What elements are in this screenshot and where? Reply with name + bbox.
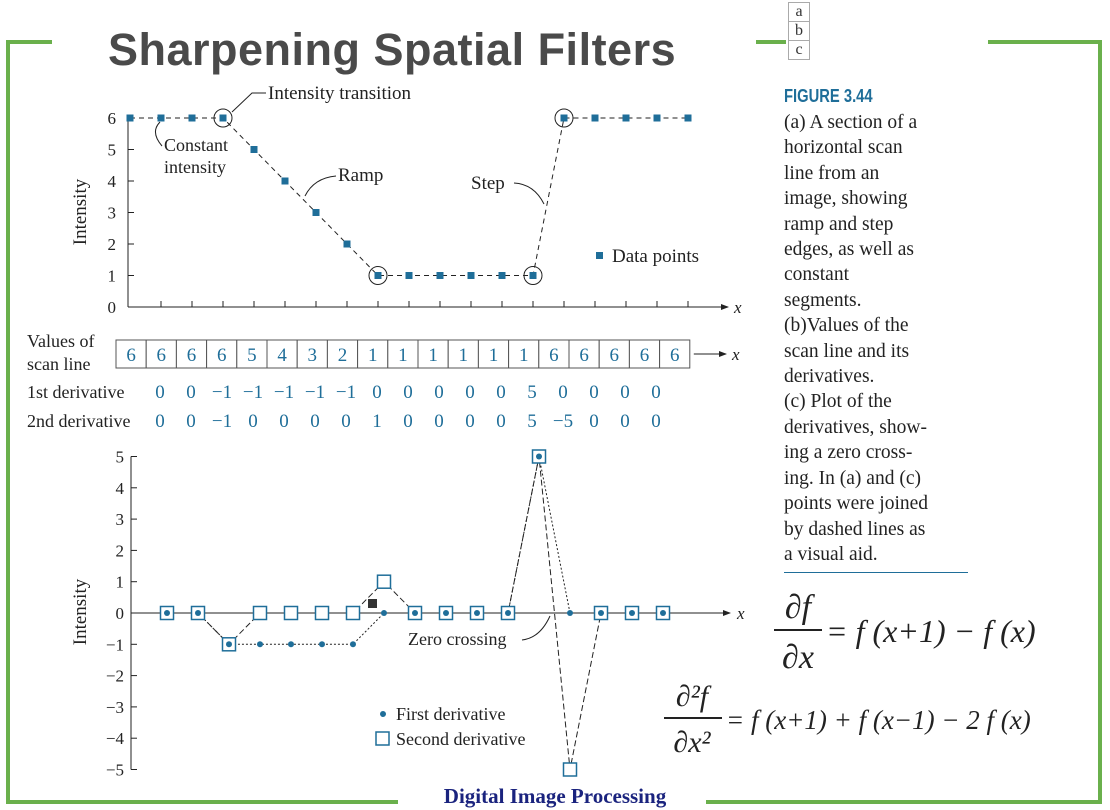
- scan-value: 6: [639, 345, 650, 366]
- first-derivative-value: 0: [651, 382, 661, 403]
- caption-line: by dashed lines as: [784, 518, 926, 540]
- second-derivative-value: 5: [527, 411, 537, 432]
- table-axis-label: x: [732, 345, 740, 364]
- scan-value: 2: [337, 345, 348, 366]
- y-tick-label: −2: [105, 666, 124, 686]
- caption-line: (c) Plot of the: [784, 391, 892, 413]
- y-tick-label: −1: [105, 635, 124, 655]
- first-derivative-point: [195, 610, 201, 616]
- scan-value: 5: [247, 345, 257, 366]
- scan-value: 4: [277, 345, 287, 366]
- first-derivative-point: [164, 610, 170, 616]
- scan-value: 3: [307, 345, 318, 366]
- caption-line: points were joined: [784, 493, 929, 515]
- scan-value: 6: [126, 345, 136, 366]
- panel-label-b: b: [788, 21, 810, 41]
- second-derivative-value: −5: [552, 411, 574, 432]
- second-derivative-point: [316, 607, 329, 620]
- first-derivative-point: [536, 454, 542, 460]
- row-label-scan-line: scan line: [27, 354, 91, 374]
- x-axis-label: x: [734, 298, 742, 317]
- second-derivative-value: 1: [372, 411, 382, 432]
- caption-line: derivatives.: [784, 366, 875, 388]
- caption-line: line from an: [784, 162, 880, 184]
- scan-value: 1: [367, 345, 378, 366]
- first-derivative-point: [381, 610, 387, 616]
- second-derivative-value: 0: [403, 411, 413, 432]
- caption-line: image, showing: [784, 188, 908, 210]
- second-derivative-value: −1: [211, 411, 233, 432]
- data-point: [406, 272, 413, 279]
- y-tick-label: 2: [107, 235, 116, 254]
- first-derivative-point: [288, 641, 294, 647]
- first-derivative-value: 0: [155, 382, 165, 403]
- caption-line: segments.: [784, 289, 862, 311]
- first-derivative-point: [257, 641, 263, 647]
- scan-value: 6: [216, 345, 227, 366]
- annotation-leader: [232, 93, 266, 112]
- eq2-rhs: = f (x+1) + f (x−1) − 2 f (x): [726, 705, 1031, 735]
- second-derivative-value: 0: [341, 411, 351, 432]
- eq1-rhs: = f (x+1) − f (x): [826, 613, 1036, 649]
- data-point: [530, 272, 537, 279]
- caption-line: horizontal scan: [784, 137, 903, 159]
- scan-value: 6: [156, 345, 167, 366]
- first-derivative-value: 0: [620, 382, 630, 403]
- eq1-numerator: ∂f: [784, 589, 812, 626]
- y-tick-label: 0: [115, 604, 124, 623]
- eq2-numerator: ∂²f: [675, 680, 709, 713]
- scan-value: 1: [398, 345, 408, 366]
- x-axis-label: x: [737, 604, 745, 623]
- first-derivative-value: −1: [335, 382, 357, 403]
- second-derivative-value: 0: [186, 411, 196, 432]
- slide-title: Sharpening Spatial Filters: [108, 24, 677, 75]
- data-point: [158, 115, 165, 122]
- first-derivative-value: 5: [527, 382, 537, 403]
- y-tick-label: 3: [107, 203, 116, 223]
- caption-line: (b)Values of the: [784, 315, 909, 337]
- first-derivative-value: −1: [304, 382, 326, 403]
- first-derivative-value: 0: [558, 382, 568, 403]
- second-derivative-value: 0: [465, 411, 475, 432]
- first-derivative-point: [350, 641, 356, 647]
- y-tick-label: 0: [107, 298, 116, 317]
- second-derivative-value: 0: [248, 411, 258, 432]
- eq2-denominator: ∂x²: [673, 726, 711, 759]
- caption-line: ramp and step: [784, 213, 894, 235]
- y-tick-label: 1: [115, 572, 124, 592]
- scan-value: 1: [458, 345, 469, 366]
- y-tick-label: 5: [115, 447, 124, 467]
- first-derivative-point: [660, 610, 666, 616]
- first-derivative-point: [629, 610, 635, 616]
- legend-label: Data points: [612, 246, 700, 267]
- data-point: [251, 146, 258, 153]
- y-tick-label: 6: [107, 109, 116, 128]
- second-derivative-point: [285, 607, 298, 620]
- caption-line: constant: [784, 264, 849, 286]
- scan-value: 6: [609, 345, 620, 366]
- footer-title: Digital Image Processing: [443, 784, 667, 808]
- plot-a: [70, 83, 742, 317]
- y-tick-label: 1: [107, 266, 116, 286]
- caption-line: ing. In (a) and (c): [784, 467, 921, 489]
- scan-value: 6: [669, 345, 680, 366]
- first-derivative-point: [505, 610, 511, 616]
- data-point: [437, 272, 444, 279]
- first-derivative-value: 0: [589, 382, 599, 403]
- annotation-leader: [522, 616, 550, 640]
- first-derivative-value: 0: [186, 382, 196, 403]
- second-derivative-point: [378, 575, 391, 588]
- data-point: [189, 115, 196, 122]
- y-tick-label: −4: [105, 729, 124, 749]
- data-point: [375, 272, 382, 279]
- scan-value: 1: [518, 345, 529, 366]
- scan-value: 1: [488, 345, 499, 366]
- y-tick-label: 4: [115, 478, 124, 498]
- caption-line: (a) A section of a: [784, 112, 918, 133]
- data-point: [313, 209, 320, 216]
- second-derivative-value: 0: [434, 411, 444, 432]
- first-derivative-point: [474, 610, 480, 616]
- caption-line: a visual aid.: [784, 543, 878, 565]
- y-tick-label: −3: [105, 697, 124, 717]
- second-derivative-value: 0: [620, 411, 630, 432]
- annotation-leader: [305, 176, 336, 196]
- data-point: [282, 178, 289, 185]
- row-label-first-derivative: 1st derivative: [27, 382, 125, 402]
- scan-value: 1: [428, 345, 438, 366]
- panel-label-a: a: [788, 2, 810, 22]
- data-point: [561, 115, 568, 122]
- caption-line: scan line and its: [784, 340, 910, 362]
- data-point: [499, 272, 506, 279]
- second-derivative-value: 0: [155, 411, 165, 432]
- annotation-intensity-transition: Intensity transition: [268, 83, 412, 104]
- second-derivative-point: [564, 763, 577, 776]
- first-derivative-value: 0: [434, 382, 444, 403]
- eq1-denominator: ∂x: [782, 639, 814, 676]
- annotation-intensity: intensity: [164, 157, 226, 177]
- first-derivative-value: 0: [465, 382, 475, 403]
- scan-value: 6: [579, 345, 589, 366]
- overlap-marker: [368, 599, 377, 608]
- y-tick-label: 5: [107, 140, 116, 160]
- annotation-zero-crossing: Zero crossing: [408, 629, 507, 649]
- data-point: [344, 241, 351, 248]
- legend-label-first: First derivative: [396, 704, 506, 724]
- caption-line: derivatives, show-: [784, 416, 927, 438]
- legend-marker: [596, 252, 603, 259]
- plot-c: [70, 448, 745, 780]
- y-axis-label: Intensity: [70, 578, 91, 646]
- y-tick-label: −5: [105, 760, 124, 780]
- first-derivative-point: [443, 610, 449, 616]
- second-derivative-value: 0: [496, 411, 506, 432]
- data-point: [592, 115, 599, 122]
- data-point: [220, 115, 227, 122]
- caption-line: edges, as well as: [784, 239, 914, 261]
- scan-value: 6: [549, 345, 559, 366]
- data-point: [623, 115, 630, 122]
- second-derivative-value: 0: [310, 411, 320, 432]
- legend-marker-first: [380, 711, 386, 717]
- y-tick-label: 4: [107, 172, 116, 191]
- row-label-second-derivative: 2nd derivative: [27, 411, 131, 431]
- legend-label-second: Second derivative: [396, 729, 526, 749]
- first-derivative-point: [567, 610, 573, 616]
- legend-marker-second: [376, 732, 389, 745]
- annotation-leader: [514, 183, 544, 204]
- second-derivative-point: [347, 607, 360, 620]
- panel-label-c: c: [788, 40, 810, 60]
- first-derivative-value: −1: [211, 382, 233, 403]
- first-derivative-value: 0: [403, 382, 413, 403]
- caption-line: ing a zero cross-: [784, 442, 913, 464]
- annotation-ramp: Ramp: [338, 165, 384, 186]
- y-axis-label: Intensity: [70, 178, 91, 246]
- data-point: [685, 115, 692, 122]
- first-derivative-point: [598, 610, 604, 616]
- first-derivative-point: [226, 641, 232, 647]
- first-derivative-value: −1: [242, 382, 264, 403]
- data-point: [127, 115, 134, 122]
- row-label-values: Values of: [27, 331, 95, 351]
- first-derivative-value: 0: [372, 382, 382, 403]
- figure-title: FIGURE 3.44: [784, 86, 873, 106]
- y-tick-label: 3: [115, 510, 124, 530]
- table-b: [27, 331, 740, 432]
- data-point: [468, 272, 475, 279]
- second-derivative-value: 0: [651, 411, 661, 432]
- first-derivative-value: 0: [496, 382, 506, 403]
- annotation-step: Step: [471, 173, 505, 194]
- second-derivative-value: 0: [279, 411, 289, 432]
- scan-value: 6: [186, 345, 197, 366]
- annotation-constant: Constant: [164, 135, 229, 155]
- first-derivative-value: −1: [273, 382, 295, 403]
- second-derivative-point: [254, 607, 267, 620]
- equations: [664, 589, 1036, 759]
- first-derivative-point: [412, 610, 418, 616]
- y-tick-label: 2: [115, 541, 124, 561]
- second-derivative-value: 0: [589, 411, 599, 432]
- first-derivative-point: [319, 641, 325, 647]
- data-point: [654, 115, 661, 122]
- annotation-leader: [155, 122, 162, 146]
